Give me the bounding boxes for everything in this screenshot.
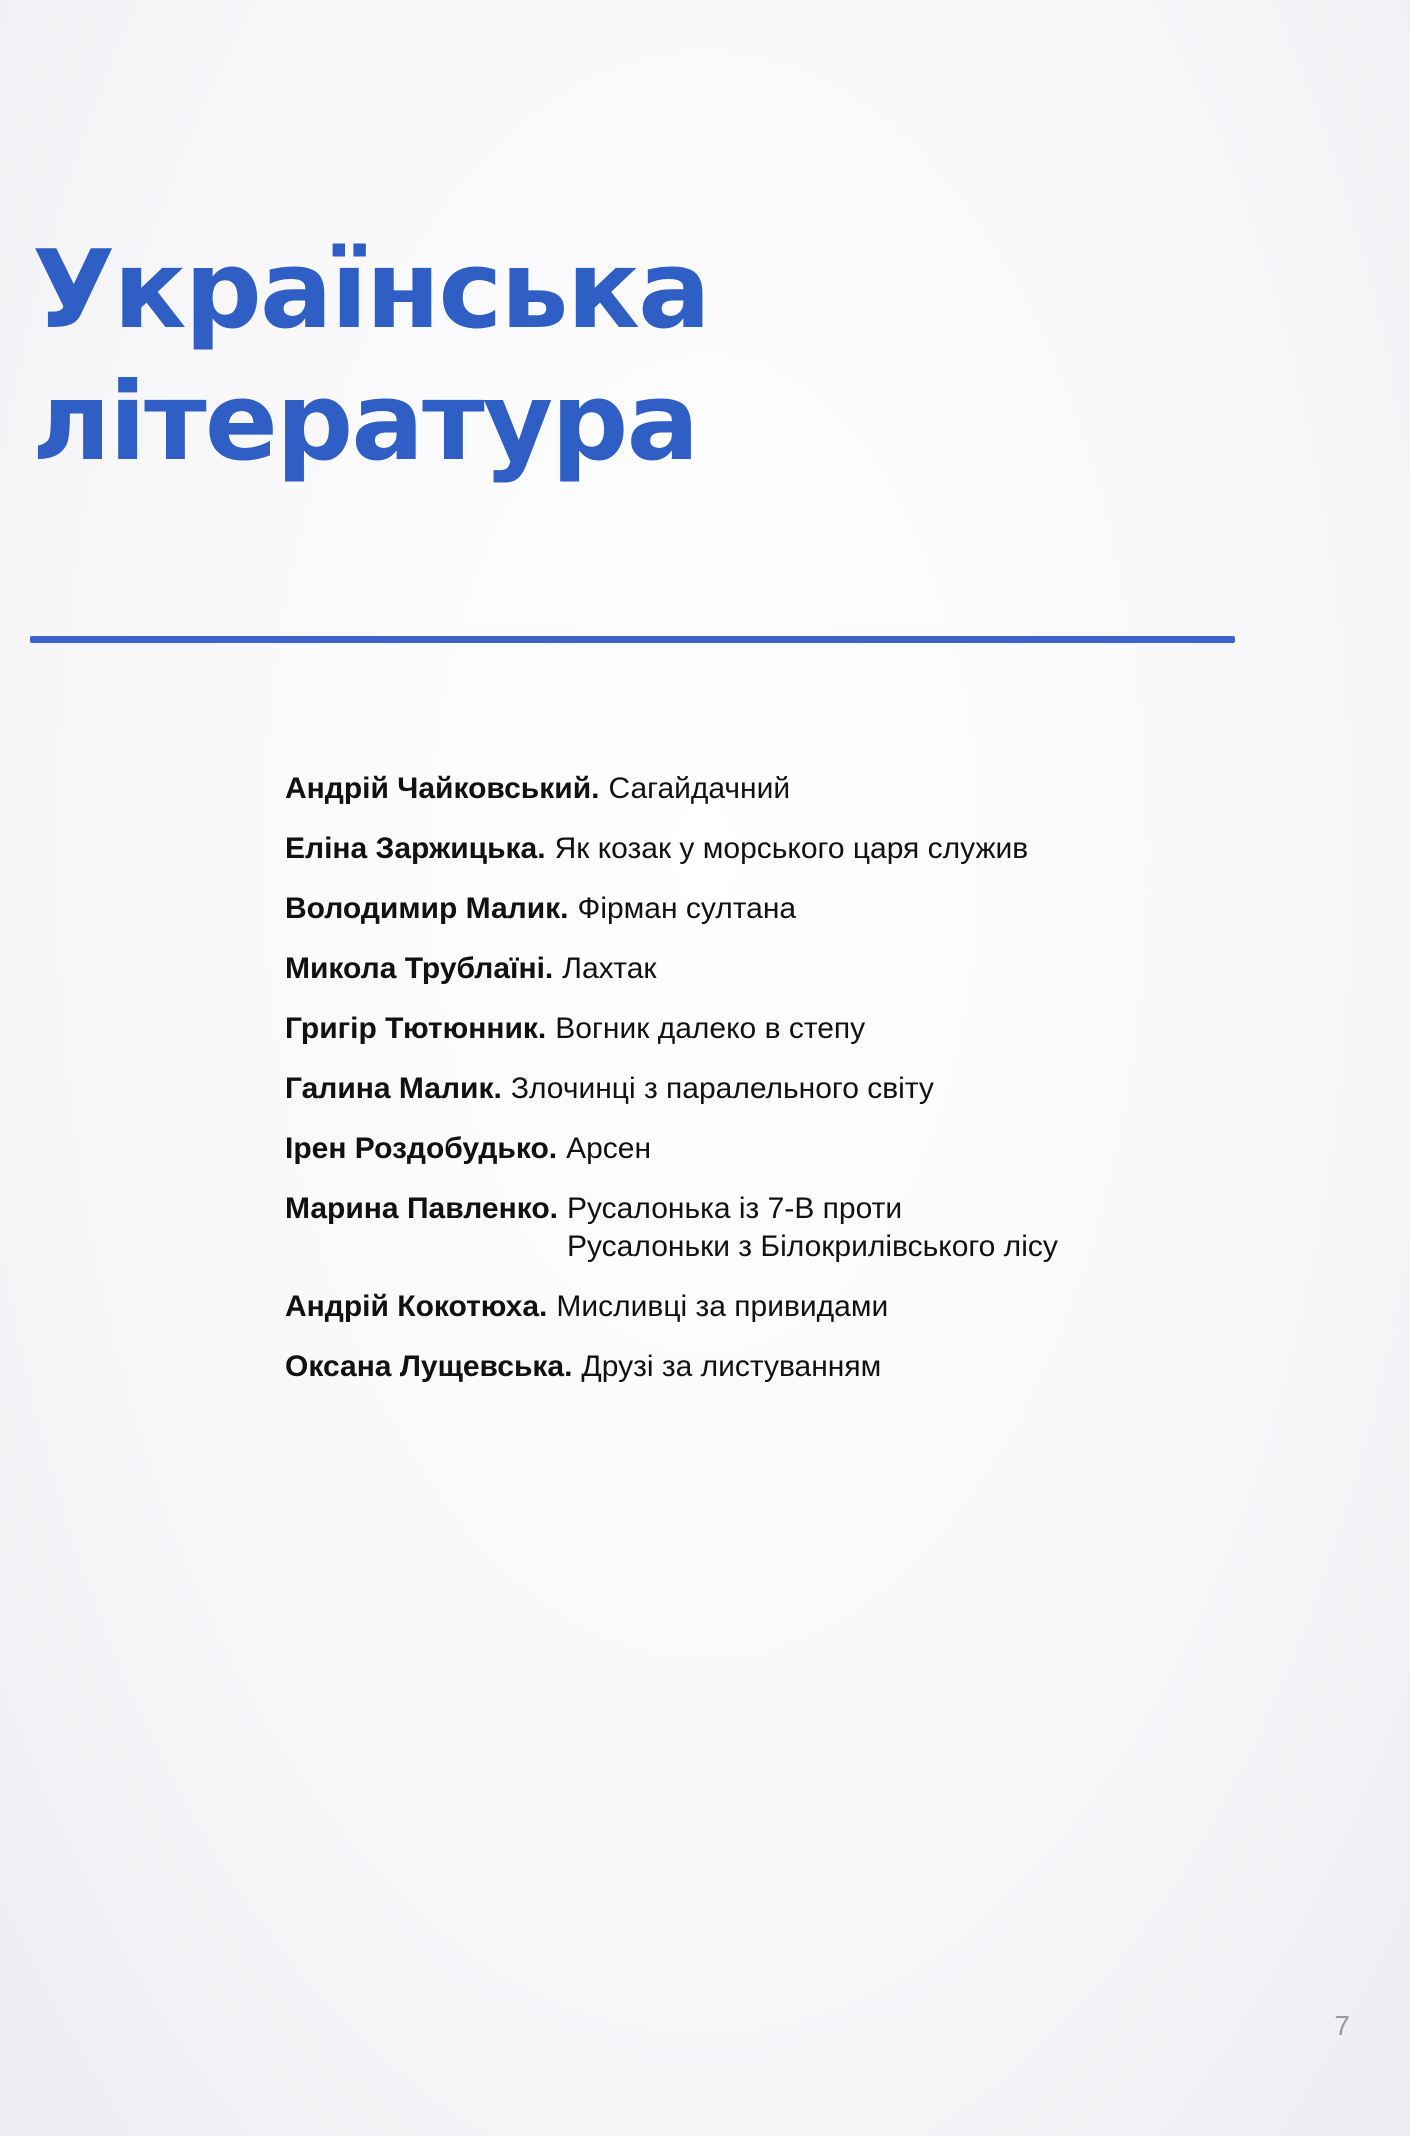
author-name: Микола Трублаїні. (285, 952, 554, 985)
author-name: Григір Тютюнник. (285, 1012, 547, 1045)
work-title: Як козак у морського царя служив (554, 832, 1029, 865)
work-title: Лахтак (562, 952, 657, 985)
work-title: Арсен (566, 1132, 652, 1165)
work-title: Фірман султана (577, 892, 797, 925)
work-title: Русалонька із 7-В проти Русалоньки з Білокрилівського лісу (567, 1192, 1058, 1263)
contents-item (285, 1348, 1285, 1386)
work-title: Вогник далеко в степу (555, 1012, 866, 1045)
author-name: Марина Павленко. (285, 1192, 558, 1225)
contents-item (285, 1010, 1285, 1048)
page-number: 7 (1334, 2010, 1350, 2041)
title-underline (30, 636, 1235, 643)
contents-item (285, 830, 1285, 868)
author-name: Володимир Малик. (285, 892, 569, 925)
work-title: Злочинці з паралельного світу (510, 1072, 934, 1105)
page-title (32, 225, 1032, 489)
title-line-1: Українська (32, 228, 709, 353)
author-name: Ірен Роздобудько. (285, 1132, 558, 1165)
author-name: Оксана Лущевська. (285, 1350, 573, 1383)
contents-item (285, 1130, 1285, 1168)
work-title: Мисливці за привидами (556, 1290, 889, 1323)
work-title: Сагайдачний (608, 772, 791, 805)
contents-item (285, 1070, 1285, 1108)
author-name: Галина Малик. (285, 1072, 502, 1105)
title-line-2: література (32, 360, 698, 485)
contents-item (285, 1190, 1285, 1266)
contents-item (285, 1288, 1285, 1326)
author-name: Андрій Кокотюха. (285, 1290, 548, 1323)
author-name: Андрій Чайковський. (285, 772, 600, 805)
contents-item (285, 770, 1285, 808)
author-name: Еліна Заржицька. (285, 832, 546, 865)
work-title: Друзі за листуванням (581, 1350, 882, 1383)
contents-list (285, 770, 1285, 1408)
contents-item (285, 950, 1285, 988)
contents-item (285, 890, 1285, 928)
